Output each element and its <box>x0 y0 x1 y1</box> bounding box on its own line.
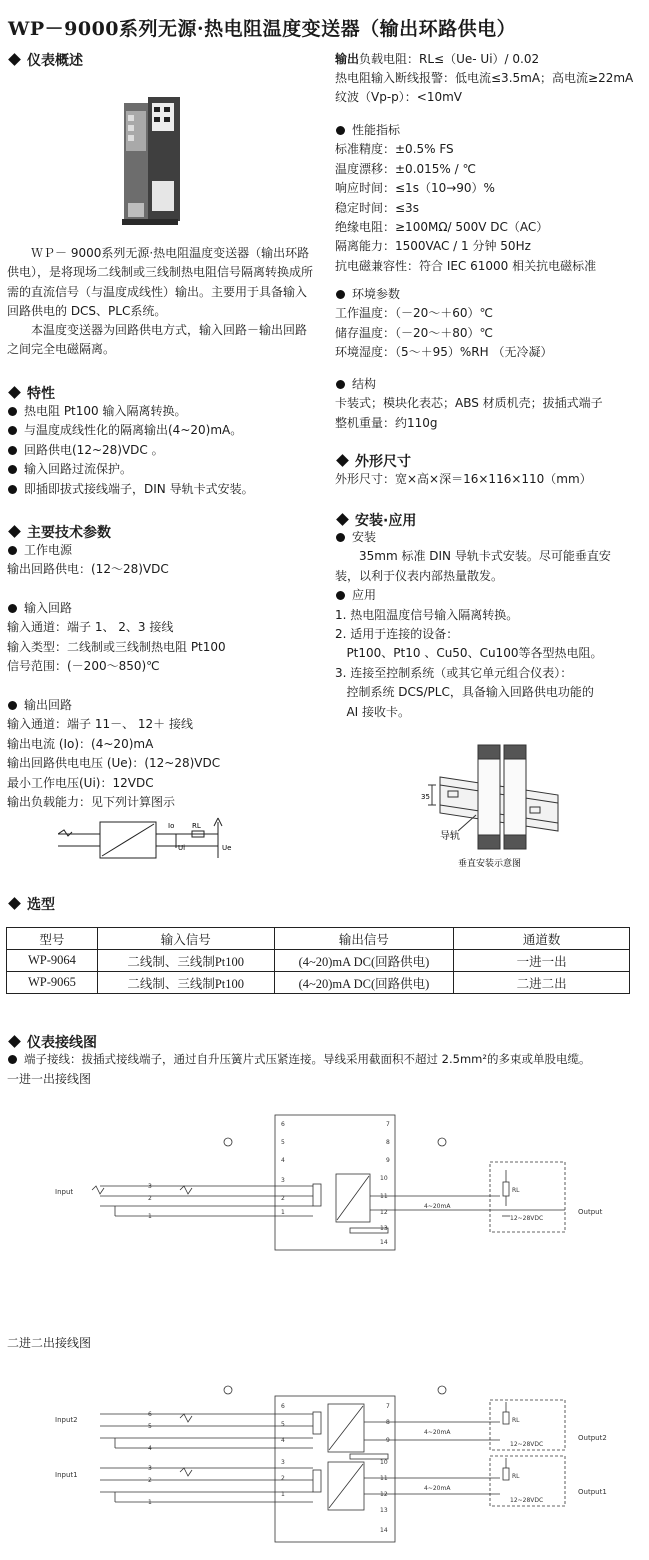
environment-title: 环境参数 <box>352 287 401 301</box>
output-label: Output <box>578 1208 603 1216</box>
install-section <box>335 528 611 722</box>
svg-text:8: 8 <box>386 1419 390 1426</box>
svg-text:6: 6 <box>281 1121 285 1128</box>
svg-text:1: 1 <box>148 1213 152 1220</box>
io-label: Io <box>168 822 175 830</box>
rail-mount-diagram <box>418 735 568 875</box>
table-cell: WP-9065 <box>7 972 98 994</box>
ue-label: Ue <box>222 844 232 852</box>
one-channel-title: 一进一出接线图 <box>7 1072 92 1086</box>
svg-text:12: 12 <box>380 1491 388 1498</box>
spec-line: 隔离能力：1500VAC / 1 分钟 50Hz <box>335 239 531 254</box>
bullet-icon <box>8 701 17 710</box>
col-header: 输入信号 <box>97 928 274 950</box>
svg-text:1: 1 <box>281 1491 285 1498</box>
app-title: 应用 <box>352 588 377 603</box>
input-label: Input <box>55 1188 74 1196</box>
list-item: 输入回路过流保护。 <box>7 460 254 479</box>
env-line: 环境湿度：（5～＋95）%RH （无冷凝） <box>335 345 553 360</box>
current-label: 4~20mA <box>424 1429 451 1436</box>
svg-text:11: 11 <box>380 1193 388 1200</box>
spec-line: 抗电磁兼容性：符合 IEC 61000 相关抗电磁标准 <box>335 258 597 273</box>
svg-text:1: 1 <box>148 1499 152 1506</box>
dimensions-heading: 外形尺寸 <box>335 451 411 471</box>
mount-text: 35mm 标准 DIN 导轨卡式安装。尽可能垂直安 <box>359 549 611 564</box>
ui-label: Ui <box>178 844 186 852</box>
svg-text:14: 14 <box>380 1239 388 1246</box>
rl-label: RL <box>192 822 201 830</box>
svg-text:14: 14 <box>380 1527 388 1534</box>
output1-label: Output1 <box>578 1488 607 1496</box>
diamond-icon <box>336 454 349 467</box>
ripple: 纹波（Vp-p）：<10mV <box>335 90 462 104</box>
list-item: 热电阻 Pt100 输入隔离转换。 <box>7 402 254 421</box>
rl-label: RL <box>512 1417 520 1424</box>
app-line: 控制系统 DCS/PLC，具备输入回路供电功能的 <box>335 685 594 700</box>
overview-heading: 仪表概述 <box>7 50 83 70</box>
wiring-heading: 仪表接线图 <box>7 1032 97 1052</box>
env-line: 工作温度：（－20～＋60）℃ <box>335 306 494 321</box>
svg-text:1: 1 <box>281 1209 285 1216</box>
app-line: Pt100、Pt10 、Cu50、Cu100等各型热电阻。 <box>335 646 603 661</box>
two-channel-title: 二进二出接线图 <box>7 1336 92 1350</box>
load-calculation-diagram <box>58 814 248 866</box>
svg-text:4: 4 <box>148 1445 152 1452</box>
mount-title: 安装 <box>352 530 377 544</box>
svg-text:10: 10 <box>380 1459 388 1466</box>
diamond-icon <box>8 386 21 399</box>
diamond-icon <box>8 897 21 910</box>
svg-text:7: 7 <box>386 1403 390 1410</box>
bullet-icon <box>8 546 17 555</box>
input-line: 输入类型：二线制或三线制热电阻 Pt100 <box>7 639 226 654</box>
svg-text:10: 10 <box>380 1175 388 1182</box>
env-line: 储存温度：（－20～＋80）℃ <box>335 325 494 340</box>
bullet-icon <box>8 604 17 613</box>
bullet-icon <box>336 533 345 542</box>
rl-label: RL <box>512 1187 520 1194</box>
power-title: 工作电源 <box>24 543 73 557</box>
current-label: 4~20mA <box>424 1485 451 1492</box>
svg-text:2: 2 <box>148 1195 152 1202</box>
table-cell: (4~20)mA DC(回路供电) <box>274 950 454 972</box>
col-header: 通道数 <box>454 928 630 950</box>
spec-line: 响应时间：≤1s（10→90）% <box>335 181 495 196</box>
output-line: 输出回路供电电压 (Ue)：(12~28)VDC <box>7 756 221 771</box>
col-header: 型号 <box>7 928 98 950</box>
input-line: 输入通道：端子 1、 2、3 接线 <box>7 620 174 635</box>
selection-heading: 选型 <box>7 894 55 914</box>
features-heading: 特性 <box>7 383 55 403</box>
svg-text:6: 6 <box>281 1403 285 1410</box>
list-item: 与温度成线性化的隔离输出(4~20)mA。 <box>7 421 254 440</box>
svg-text:5: 5 <box>281 1421 285 1428</box>
rail-dim-label: 35 <box>421 793 430 801</box>
output-section <box>7 696 220 812</box>
environment-section <box>335 285 552 363</box>
rail-guide-label: 导轨 <box>440 831 460 842</box>
spec-line: 稳定时间：≤3s <box>335 200 419 215</box>
diamond-icon <box>336 513 349 526</box>
overview-paragraph-2: 本温度变送器为回路供电方式，输入回路－输出回路之间完全电磁隔离。 <box>7 323 308 357</box>
svg-text:3: 3 <box>148 1465 152 1472</box>
diamond-icon <box>8 53 21 66</box>
input-line: 信号范围：(－200～850)℃ <box>7 659 160 674</box>
table-header-row <box>7 928 630 950</box>
table-cell: 一进一出 <box>454 950 630 972</box>
power-line: 输出回路供电：(12～28)VDC <box>7 562 169 577</box>
svg-text:3: 3 <box>281 1459 285 1466</box>
wiring-diagram-dual <box>0 1382 649 1547</box>
svg-text:13: 13 <box>380 1507 388 1514</box>
svg-text:12: 12 <box>380 1209 388 1216</box>
spec-line: 标准精度：±0.5% FS <box>335 142 454 157</box>
dimensions-text: 外形尺寸：宽×高×深＝16×116×110（mm） <box>335 472 592 486</box>
page-title: WP－9000系列无源·热电阻温度变送器（输出环路供电） <box>8 18 517 40</box>
diamond-icon <box>8 525 21 538</box>
app-line: 1. 热电阻温度信号输入隔离转换。 <box>335 607 519 622</box>
svg-text:9: 9 <box>386 1437 390 1444</box>
output-line: 输出负载能力：见下列计算图示 <box>7 795 176 810</box>
mount-text: 装，以利于仪表内部热量散发。 <box>335 568 504 583</box>
voltage-label: 12~28VDC <box>510 1497 544 1504</box>
wiring-note: 端子接线：拔插式接线端子，通过自升压簧片式压紧连接。导线采用截面积不超过 2.5mm²的多束或单股电缆。 <box>7 1050 590 1069</box>
voltage-label: 12~28VDC <box>510 1441 544 1448</box>
svg-text:8: 8 <box>386 1139 390 1146</box>
product-image <box>118 93 188 233</box>
voltage-label: 12~28VDC <box>510 1215 544 1222</box>
app-line: 2. 适用于连接的设备： <box>335 627 459 642</box>
spec-line: 温度漂移：±0.015% / ℃ <box>335 161 476 176</box>
structure-section <box>335 375 603 433</box>
break-alarm: 热电阻输入断线报警：低电流≤3.5mA；高电流≥22mA <box>335 71 634 85</box>
rl-label: RL <box>512 1473 520 1480</box>
table-cell: 二线制、三线制Pt100 <box>97 972 274 994</box>
svg-text:4: 4 <box>281 1437 285 1444</box>
input-title: 输入回路 <box>24 601 73 615</box>
svg-text:4: 4 <box>281 1157 285 1164</box>
rail-caption: 垂直安装示意图 <box>458 859 522 869</box>
svg-text:2: 2 <box>148 1477 152 1484</box>
bullet-icon <box>8 465 17 474</box>
wiring-diagram-single <box>0 1110 649 1260</box>
table-cell: 二进二出 <box>454 972 630 994</box>
app-line: 3. 连接至控制系统（或其它单元组合仪表）： <box>335 665 573 680</box>
input2-label: Input2 <box>55 1416 78 1424</box>
svg-text:6: 6 <box>148 1411 152 1418</box>
output-line: 输入通道：端子 11－、 12＋ 接线 <box>7 717 193 732</box>
bullet-icon <box>8 446 17 455</box>
bullet-icon <box>8 485 17 494</box>
table-cell: WP-9064 <box>7 950 98 972</box>
output-line: 输出电流 (Io)：(4~20)mA <box>7 736 154 751</box>
bullet-icon <box>8 426 17 435</box>
table-row <box>7 972 630 994</box>
app-line: AI 接收卡。 <box>335 704 411 719</box>
performance-title: 性能指标 <box>352 123 401 137</box>
svg-text:13: 13 <box>380 1225 388 1232</box>
structure-title: 结构 <box>352 377 377 391</box>
svg-text:5: 5 <box>281 1139 285 1146</box>
bullet-icon <box>8 1055 17 1064</box>
current-label: 4~20mA <box>424 1203 451 1210</box>
diamond-icon <box>8 1035 21 1048</box>
power-section <box>7 541 169 580</box>
spec-line: 绝缘电阻：≥100MΩ/ 500V DC（AC） <box>335 220 549 235</box>
input1-label: Input1 <box>55 1471 78 1479</box>
col-header: 输出信号 <box>274 928 454 950</box>
bullet-icon <box>336 380 345 389</box>
load-formula: 输出负载电阻：RL≤（Ue- Ui）/ 0.02 <box>335 52 540 66</box>
selection-table <box>6 927 630 994</box>
output-title: 输出回路 <box>24 698 73 712</box>
input-section <box>7 599 226 677</box>
output2-label: Output2 <box>578 1434 607 1442</box>
svg-text:2: 2 <box>281 1475 285 1482</box>
svg-text:2: 2 <box>281 1195 285 1202</box>
svg-text:3: 3 <box>281 1177 285 1184</box>
tech-heading: 主要技术参数 <box>7 522 111 542</box>
table-row <box>7 950 630 972</box>
svg-text:9: 9 <box>386 1157 390 1164</box>
bullet-icon <box>8 407 17 416</box>
svg-text:3: 3 <box>148 1183 152 1190</box>
structure-line: 卡装式；模块化表芯；ABS 材质机壳；拔插式端子 <box>335 396 603 411</box>
performance-section <box>335 121 596 276</box>
overview-paragraph-1: ＷＰ－ 9000系列无源·热电阻温度变送器（输出环路供电），是将现场二线制或三线制热电阻信号隔离转换成所需的直流信号（与温度成线性）输出。主要用于具备输入回路供电的 DCS、PLC系统。 <box>7 246 314 319</box>
table-cell: 二线制、三线制Pt100 <box>97 950 274 972</box>
svg-text:5: 5 <box>148 1423 152 1430</box>
output-line: 最小工作电压(Ui)：12VDC <box>7 775 154 790</box>
structure-line: 整机重量：约110g <box>335 415 438 430</box>
table-cell: (4~20)mA DC(回路供电) <box>274 972 454 994</box>
feature-list <box>7 402 254 499</box>
svg-text:11: 11 <box>380 1475 388 1482</box>
list-item: 回路供电(12~28)VDC 。 <box>7 441 254 460</box>
svg-text:7: 7 <box>386 1121 390 1128</box>
bullet-icon <box>336 290 345 299</box>
bullet-icon <box>336 591 345 600</box>
bullet-icon <box>336 126 345 135</box>
install-heading: 安装·应用 <box>335 510 416 530</box>
list-item: 即插即拔式接线端子，DIN 导轨卡式安装。 <box>7 480 254 499</box>
